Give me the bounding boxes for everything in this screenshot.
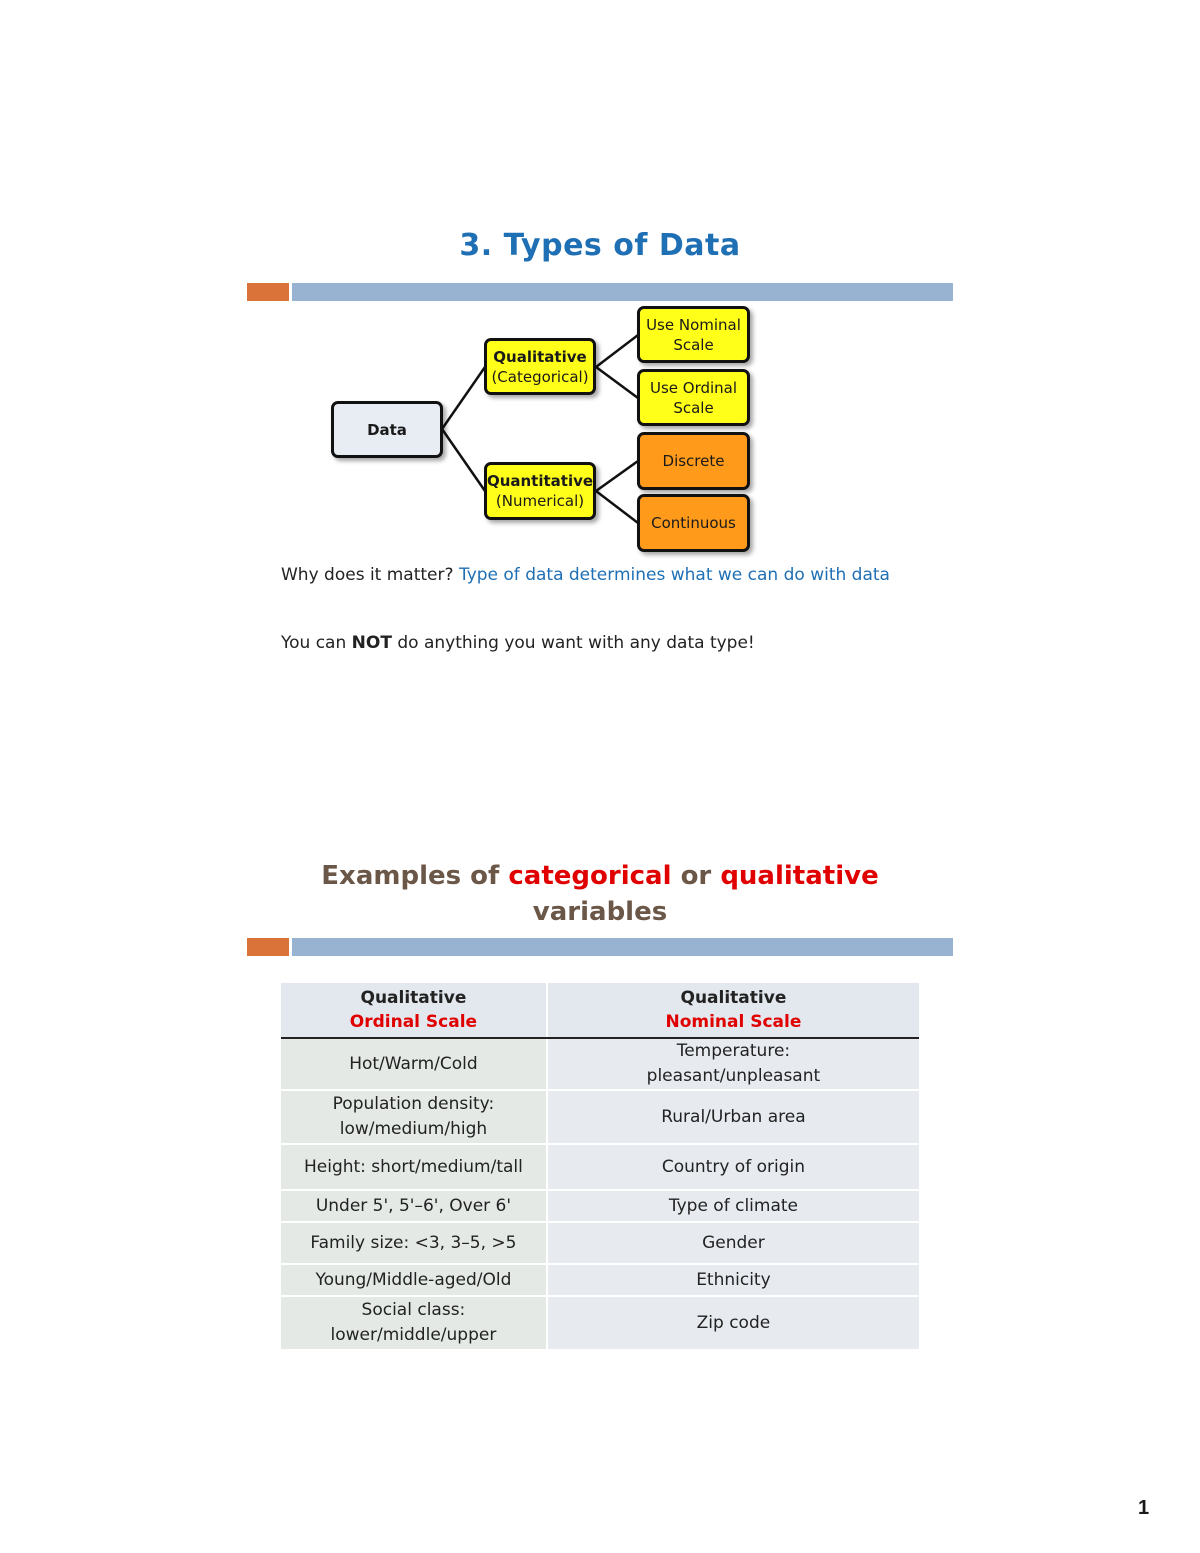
table-row bbox=[281, 1296, 919, 1349]
node-nominal-line2: Scale bbox=[673, 335, 714, 354]
title2-accent-bar-blue bbox=[292, 938, 953, 956]
table-cell: Social class: lower/middle/upper bbox=[281, 1296, 547, 1349]
why-matter-line bbox=[281, 565, 890, 585]
table-row bbox=[281, 1190, 919, 1222]
connector-data-quantitative bbox=[442, 429, 485, 491]
table-cell: Population density: low/medium/high bbox=[281, 1090, 547, 1144]
table-cell: Gender bbox=[547, 1222, 919, 1264]
table-row bbox=[281, 1038, 919, 1090]
header-nominal bbox=[547, 983, 919, 1038]
why-question: Why does it matter? bbox=[281, 565, 454, 585]
node-nominal bbox=[637, 306, 750, 363]
node-data bbox=[331, 401, 443, 458]
table-cell: Family size: <3, 3–5, >5 bbox=[281, 1222, 547, 1264]
table-row bbox=[281, 1090, 919, 1144]
why-answer: Type of data determines what we can do with data bbox=[458, 565, 890, 585]
connector-quantitative-continuous bbox=[596, 491, 638, 523]
table-cell: Rural/Urban area bbox=[547, 1090, 919, 1144]
header-ordinal-sub: Ordinal Scale bbox=[349, 1012, 478, 1032]
node-discrete bbox=[637, 432, 750, 490]
node-quantitative bbox=[484, 462, 596, 520]
title2-red1: categorical bbox=[508, 861, 672, 891]
node-qualitative-sub: (Categorical) bbox=[491, 367, 589, 386]
title2-part2: or bbox=[680, 861, 712, 891]
node-continuous bbox=[637, 494, 750, 552]
connector-quantitative-discrete bbox=[596, 461, 638, 491]
table-cell: Height: short/medium/tall bbox=[281, 1144, 547, 1190]
table-row bbox=[281, 1222, 919, 1264]
node-data-label: Data bbox=[367, 420, 407, 439]
slide-title-examples bbox=[0, 858, 1200, 930]
table-cell: Country of origin bbox=[547, 1144, 919, 1190]
node-ordinal-line1: Use Ordinal bbox=[649, 378, 738, 397]
table-header-row bbox=[281, 983, 919, 1038]
table-cell: Hot/Warm/Cold bbox=[281, 1038, 547, 1090]
connector-data-qualitative bbox=[442, 367, 485, 429]
table-cell: Temperature: pleasant/unpleasant bbox=[547, 1038, 919, 1090]
table-cell: Type of climate bbox=[547, 1190, 919, 1222]
table-cell: Ethnicity bbox=[547, 1264, 919, 1296]
warning-line bbox=[281, 633, 755, 653]
title2-part1: Examples of bbox=[321, 861, 500, 891]
node-qualitative bbox=[484, 338, 596, 395]
warning-post: do anything you want with any data type! bbox=[397, 633, 755, 653]
page-number: 1 bbox=[1138, 1497, 1150, 1519]
examples-table bbox=[281, 983, 919, 1349]
diagram-connectors bbox=[0, 0, 1200, 600]
node-continuous-label: Continuous bbox=[651, 514, 736, 532]
table-cell: Under 5', 5'–6', Over 6' bbox=[281, 1190, 547, 1222]
node-ordinal bbox=[637, 369, 750, 426]
title2-red2: qualitative bbox=[720, 861, 879, 891]
title2-line2: variables bbox=[532, 897, 668, 927]
header-nominal-sub: Nominal Scale bbox=[665, 1012, 802, 1032]
header-ordinal bbox=[281, 983, 547, 1038]
node-qualitative-label: Qualitative bbox=[493, 347, 587, 366]
table-cell: Young/Middle-aged/Old bbox=[281, 1264, 547, 1296]
header-ordinal-title: Qualitative bbox=[360, 988, 467, 1008]
warning-bold: NOT bbox=[351, 633, 392, 653]
node-quantitative-sub: (Numerical) bbox=[495, 492, 585, 510]
table-cell: Zip code bbox=[547, 1296, 919, 1349]
node-nominal-line1: Use Nominal bbox=[646, 315, 741, 334]
slide-title-types-of-data: 3. Types of Data bbox=[459, 228, 741, 263]
title2-accent-bar-orange bbox=[247, 938, 289, 956]
header-nominal-title: Qualitative bbox=[680, 988, 787, 1008]
node-ordinal-line2: Scale bbox=[673, 398, 714, 417]
connector-qualitative-ordinal bbox=[596, 367, 638, 398]
node-discrete-label: Discrete bbox=[662, 452, 725, 470]
table-row bbox=[281, 1264, 919, 1296]
connector-qualitative-nominal bbox=[596, 335, 638, 367]
warning-pre: You can bbox=[281, 633, 347, 653]
table-row bbox=[281, 1144, 919, 1190]
node-quantitative-label: Quantitative bbox=[486, 472, 594, 490]
